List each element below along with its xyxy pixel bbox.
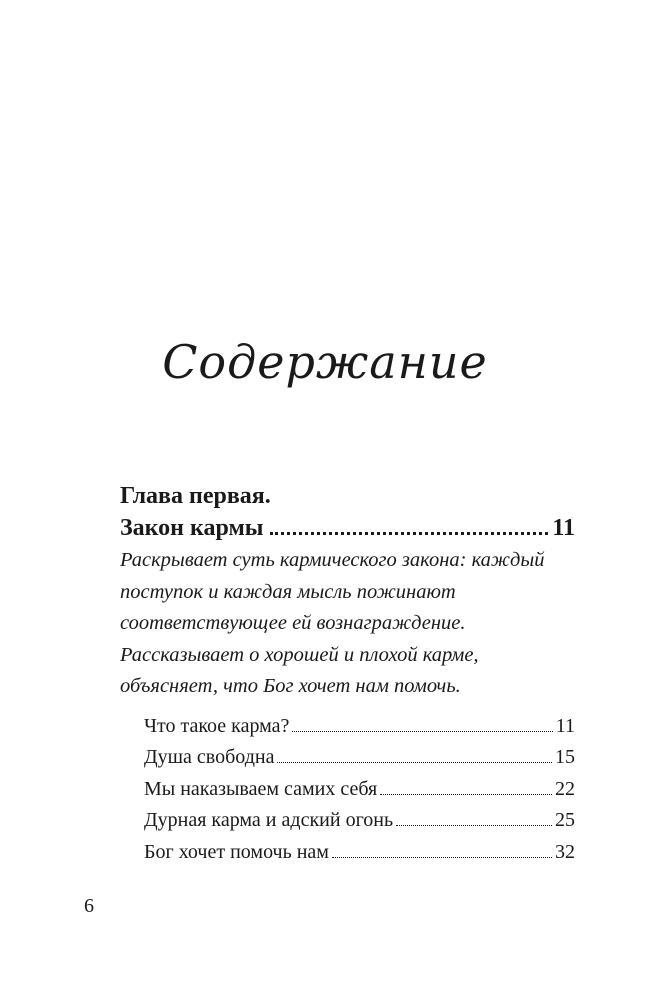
toc-entries <box>120 711 575 869</box>
toc-entry[interactable] <box>144 805 575 837</box>
entry-page: 32 <box>555 840 575 863</box>
entry-page: 15 <box>555 746 575 769</box>
toc-entry[interactable] <box>144 711 575 743</box>
entry-title: Что такое карма? <box>144 714 290 737</box>
chapter-block <box>120 481 575 868</box>
chapter-description: Раскрывает суть кармического закона: каждый поступок и каждая мысль пожинают соответствующее ей вознаграждение. Рассказывает о хорошей и плохой карме, объясняет, что Бог хочет нам помочь. <box>120 549 545 698</box>
toc-entry[interactable] <box>144 837 575 869</box>
entry-title: Бог хочет помочь нам <box>144 840 329 863</box>
entry-page: 11 <box>555 714 575 737</box>
dot-leader <box>270 532 549 535</box>
chapter-title-row[interactable] <box>120 513 575 543</box>
dot-leader <box>292 731 552 732</box>
entry-page: 22 <box>555 777 575 800</box>
dot-leader <box>380 794 552 795</box>
page-number: 6 <box>84 895 94 917</box>
dot-leader <box>277 762 552 763</box>
entry-title: Мы наказываем самих себя <box>144 777 378 800</box>
entry-page: 25 <box>555 809 575 832</box>
dot-leader <box>396 825 552 826</box>
toc-entry[interactable] <box>144 774 575 806</box>
entry-title: Душа свободна <box>144 746 275 769</box>
chapter-page: 11 <box>552 515 575 541</box>
toc-heading: Содержание <box>162 335 488 389</box>
entry-title: Дурная карма и адский огонь <box>144 809 394 832</box>
toc-entry[interactable] <box>144 742 575 774</box>
chapter-title: Закон кармы <box>120 515 264 541</box>
dot-leader <box>332 857 552 858</box>
chapter-label: Глава первая. <box>120 483 271 509</box>
